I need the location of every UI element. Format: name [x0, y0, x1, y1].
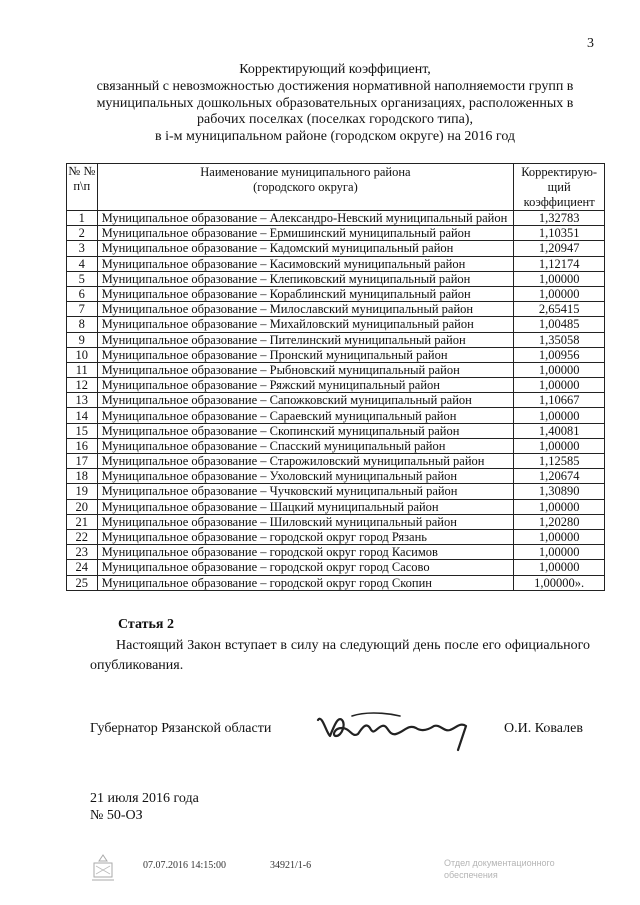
table-row [67, 575, 605, 590]
cell-coefficient: 2,65415 [514, 302, 605, 317]
cell-coefficient: 1,10667 [514, 393, 605, 408]
cell-coefficient: 1,00000 [514, 378, 605, 393]
cell-number: 6 [67, 286, 98, 301]
table-row [67, 211, 605, 226]
title-line: Корректирующий коэффициент, [239, 62, 431, 77]
cell-number: 10 [67, 347, 98, 362]
table-row [67, 499, 605, 514]
cell-coefficient: 1,20674 [514, 469, 605, 484]
cell-name: Муниципальное образование – Сапожковский муниципальный район [97, 393, 514, 408]
cell-name: Муниципальное образование – Кадомский муниципальный район [97, 241, 514, 256]
cell-number: 15 [67, 423, 98, 438]
table-row [67, 362, 605, 377]
cell-number: 8 [67, 317, 98, 332]
cell-coefficient: 1,00000 [514, 529, 605, 544]
cell-name: Муниципальное образование – Шиловский муниципальный район [97, 514, 514, 529]
title-line: муниципальных дошкольных образовательных организациях, расположенных в [96, 95, 574, 111]
cell-coefficient: 1,00000 [514, 271, 605, 286]
cell-number: 18 [67, 469, 98, 484]
cell-coefficient: 1,00000 [514, 545, 605, 560]
cell-number: 2 [67, 226, 98, 241]
cell-name: Муниципальное образование – Ермишинский муниципальный район [97, 226, 514, 241]
emblem-icon [86, 852, 120, 891]
cell-name: Муниципальное образование – Старожиловский муниципальный район [97, 454, 514, 469]
cell-name: Муниципальное образование – городской округ город Сасово [97, 560, 514, 575]
table-row [67, 514, 605, 529]
footer-stamp: Отдел документационного обеспечения [444, 858, 555, 880]
header-coefficient: Корректирую- щий коэффициент [514, 164, 605, 211]
table-row [67, 469, 605, 484]
cell-coefficient: 1,00000 [514, 286, 605, 301]
cell-number: 12 [67, 378, 98, 393]
cell-name: Муниципальное образование – Милославский муниципальный район [97, 302, 514, 317]
cell-coefficient: 1,10351 [514, 226, 605, 241]
cell-name: Муниципальное образование – Пронский муниципальный район [97, 347, 514, 362]
table-row [67, 256, 605, 271]
table-row [67, 393, 605, 408]
table-row [67, 529, 605, 544]
cell-coefficient: 1,12174 [514, 256, 605, 271]
header-name: Наименование муниципального района (городского округа) [97, 164, 514, 211]
cell-name: Муниципальное образование – Спасский муниципальный район [97, 438, 514, 453]
title-line: в i-м муниципальном районе (городском округе) на 2016 год [154, 129, 516, 145]
document-title [70, 62, 600, 146]
cell-number: 23 [67, 545, 98, 560]
cell-coefficient: 1,00000 [514, 408, 605, 423]
footer-document-code: 34921/1-6 [270, 860, 312, 871]
cell-number: 3 [67, 241, 98, 256]
cell-coefficient: 1,20947 [514, 241, 605, 256]
article-text: Настоящий Закон вступает в силу на следующий день после его официального опубликования. [90, 638, 590, 673]
cell-name: Муниципальное образование – Клепиковский муниципальный район [97, 271, 514, 286]
table-row [67, 226, 605, 241]
governor-name: О.И. Ковалев [504, 721, 583, 736]
cell-coefficient: 1,00000 [514, 438, 605, 453]
cell-name: Муниципальное образование – Скопинский муниципальный район [97, 423, 514, 438]
cell-name: Муниципальное образование – городской округ город Рязань [97, 529, 514, 544]
table-row [67, 438, 605, 453]
cell-number: 13 [67, 393, 98, 408]
cell-name: Муниципальное образование – Сараевский муниципальный район [97, 408, 514, 423]
cell-number: 22 [67, 529, 98, 544]
cell-coefficient: 1,00000 [514, 560, 605, 575]
cell-number: 19 [67, 484, 98, 499]
cell-name: Муниципальное образование – городской округ город Скопин [97, 575, 514, 590]
table-row [67, 378, 605, 393]
cell-number: 21 [67, 514, 98, 529]
cell-coefficient: 1,00000». [514, 575, 605, 590]
cell-name: Муниципальное образование – Михайловский муниципальный район [97, 317, 514, 332]
cell-number: 5 [67, 271, 98, 286]
cell-name: Муниципальное образование – Ухоловский муниципальный район [97, 469, 514, 484]
cell-number: 11 [67, 362, 98, 377]
title-line: рабочих поселках (поселках городского типа), [197, 112, 473, 128]
cell-number: 9 [67, 332, 98, 347]
table-row [67, 408, 605, 423]
cell-name: Муниципальное образование – городской округ город Касимов [97, 545, 514, 560]
cell-number: 25 [67, 575, 98, 590]
table-row [67, 317, 605, 332]
cell-name: Муниципальное образование – Ряжский муниципальный район [97, 378, 514, 393]
cell-number: 24 [67, 560, 98, 575]
cell-coefficient: 1,00000 [514, 499, 605, 514]
signature-image [312, 706, 482, 759]
article-title: Статья 2 [118, 617, 174, 632]
title-line: связанный с невозможностью достижения нормативной наполняемости групп в [96, 78, 574, 94]
cell-coefficient: 1,12585 [514, 454, 605, 469]
cell-name: Муниципальное образование – Александро-Невский муниципальный район [97, 211, 514, 226]
cell-name: Муниципальное образование – Шацкий муниципальный район [97, 499, 514, 514]
cell-name: Муниципальное образование – Пителинский муниципальный район [97, 332, 514, 347]
cell-number: 1 [67, 211, 98, 226]
cell-number: 4 [67, 256, 98, 271]
cell-coefficient: 1,20280 [514, 514, 605, 529]
page-number: 3 [587, 36, 594, 51]
table-row [67, 241, 605, 256]
cell-name: Муниципальное образование – Рыбновский муниципальный район [97, 362, 514, 377]
table-row [67, 454, 605, 469]
cell-name: Муниципальное образование – Кораблинский муниципальный район [97, 286, 514, 301]
header-number: № № п\п [67, 164, 98, 211]
governor-position: Губернатор Рязанской области [90, 721, 272, 736]
law-number: № 50-ОЗ [90, 808, 143, 823]
cell-name: Муниципальное образование – Чучковский муниципальный район [97, 484, 514, 499]
table-row [67, 332, 605, 347]
cell-coefficient: 1,40081 [514, 423, 605, 438]
coefficient-table [66, 163, 605, 591]
cell-coefficient: 1,35058 [514, 332, 605, 347]
cell-coefficient: 1,00956 [514, 347, 605, 362]
table-row [67, 347, 605, 362]
table-row [67, 286, 605, 301]
cell-number: 16 [67, 438, 98, 453]
cell-number: 20 [67, 499, 98, 514]
cell-name: Муниципальное образование – Касимовский муниципальный район [97, 256, 514, 271]
signing-date: 21 июля 2016 года [90, 791, 199, 806]
cell-number: 17 [67, 454, 98, 469]
table-row [67, 545, 605, 560]
table-row [67, 302, 605, 317]
table-header-row [67, 164, 605, 211]
cell-number: 14 [67, 408, 98, 423]
table-row [67, 560, 605, 575]
table-row [67, 484, 605, 499]
footer-timestamp: 07.07.2016 14:15:00 [143, 860, 227, 871]
cell-coefficient: 1,32783 [514, 211, 605, 226]
table-body [67, 211, 605, 591]
cell-coefficient: 1,00485 [514, 317, 605, 332]
cell-coefficient: 1,30890 [514, 484, 605, 499]
cell-number: 7 [67, 302, 98, 317]
cell-coefficient: 1,00000 [514, 362, 605, 377]
table-row [67, 423, 605, 438]
table-row [67, 271, 605, 286]
